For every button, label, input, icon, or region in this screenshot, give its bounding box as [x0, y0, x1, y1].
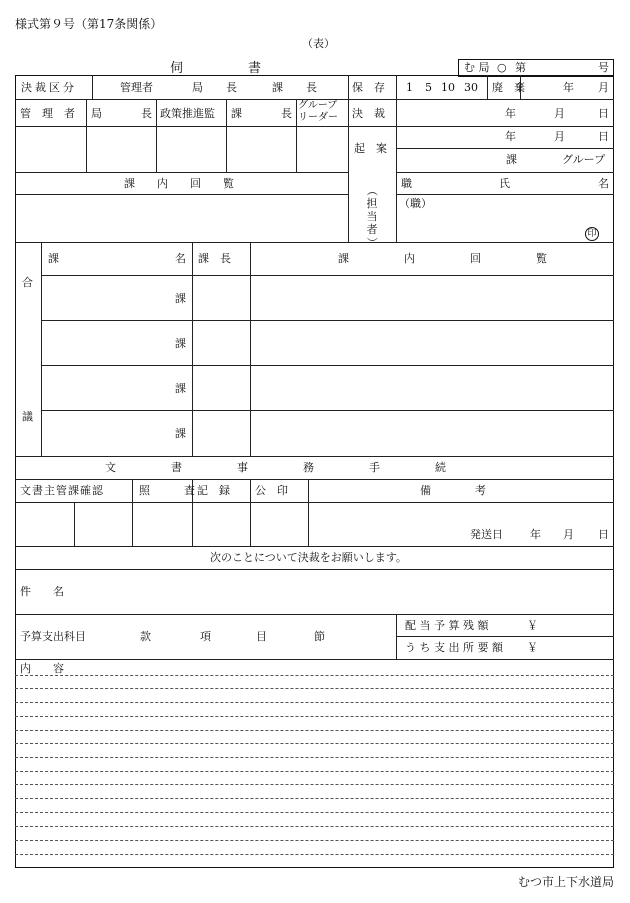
- side-label: （表）: [302, 37, 335, 50]
- hassobi-day: 日: [598, 528, 609, 541]
- kessai-kubun-label: 決裁区分: [21, 81, 77, 94]
- cho2-label: 長: [281, 107, 292, 120]
- haiki-year: 年: [563, 81, 574, 94]
- request-text: 次のことについて決裁をお願いします。: [210, 551, 407, 564]
- kanrisha-label: 管 理 者: [20, 107, 75, 120]
- registry-go: 号: [598, 61, 609, 74]
- kiroku-label: 記 録: [197, 484, 230, 497]
- budget-kou: 項: [200, 630, 211, 643]
- page-title: 伺 書: [170, 61, 262, 76]
- haito-label: 配 当 予 算 残 額: [405, 619, 489, 632]
- hozon-label: 保 存: [352, 81, 385, 94]
- bunsho-title: 文 書 事 務 手 続: [105, 461, 446, 474]
- kian-label: 起 案: [354, 142, 387, 155]
- shukan-label: 文書主管課確認: [20, 484, 104, 497]
- hozon-year-30: 30: [464, 81, 478, 94]
- uchi-yen: ￥: [527, 641, 538, 654]
- kian-year: 年: [505, 130, 516, 143]
- registry-dai: 第: [515, 61, 526, 74]
- budget-label: 予算支出科目: [20, 630, 86, 643]
- kacho-header: 課 長: [272, 81, 323, 94]
- tanto-label: （ 担 当 者 ）: [365, 185, 379, 248]
- footer-org: むつ市上下水道局: [518, 875, 615, 889]
- seal-mark: 印: [585, 227, 599, 241]
- haito-yen: ￥: [527, 619, 538, 632]
- shoku-paren-label: （職）: [399, 197, 432, 210]
- uchi-label: う ち 支 出 所 要 額: [405, 641, 503, 654]
- gogi-side-1: 合: [22, 276, 33, 289]
- seisaku-label: 政策推進監: [160, 107, 215, 120]
- hassobi-label: 発送日: [470, 528, 503, 541]
- cho-label: 長: [141, 107, 152, 120]
- naiyo-label: 内 容: [20, 662, 64, 675]
- budget-kan: 款: [140, 630, 151, 643]
- shoku-label: 職: [401, 177, 412, 190]
- gogi-kamei-mei: 名: [175, 252, 186, 265]
- gogi-side-2: 議: [22, 410, 33, 423]
- kyoku-label: 局: [91, 107, 102, 120]
- gogi-row-ka-4: 課: [175, 427, 186, 440]
- hozon-year-5: 5: [425, 81, 432, 94]
- hozon-year-1: 1: [406, 81, 413, 94]
- gogi-row-ka-1: 課: [175, 292, 186, 305]
- registry-prefix: む 局: [464, 61, 490, 74]
- form-number: 様式第９号（第17条関係）: [15, 17, 163, 31]
- kenmei-label: 件 名: [20, 585, 64, 598]
- haiki-label: 廃 棄: [492, 81, 525, 94]
- gogi-row-ka-2: 課: [175, 337, 186, 350]
- haiki-month: 月: [598, 81, 609, 94]
- kanai-kairan-label: 課 内 回 覧: [124, 177, 234, 190]
- kessai-month: 月: [554, 107, 565, 120]
- kessai-label: 決 裁: [352, 107, 385, 120]
- kanrisha-header: 管理者: [120, 81, 153, 94]
- gogi-row-ka-3: 課: [175, 382, 186, 395]
- kian-day: 日: [598, 130, 609, 143]
- ka-label: 課: [231, 107, 242, 120]
- gogi-kacho: 課 長: [198, 252, 231, 265]
- gogi-kamei-ka: 課: [48, 252, 59, 265]
- kian-month: 月: [554, 130, 565, 143]
- kyokucho-header: 局 長: [192, 81, 243, 94]
- hassobi-year: 年: [530, 528, 541, 541]
- hozon-year-10: 10: [441, 81, 455, 94]
- budget-moku: 目: [256, 630, 267, 643]
- budget-setsu: 節: [314, 630, 325, 643]
- hassobi-month: 月: [563, 528, 574, 541]
- registry-circle: ○: [497, 61, 507, 74]
- group-leader-1: グループ: [298, 100, 338, 111]
- kian-ka: 課: [506, 153, 517, 166]
- shosa-label: 照 査: [139, 484, 199, 497]
- group-leader-2: リーダー: [298, 112, 338, 123]
- gogi-kanai: 課 内 回 覧: [338, 252, 547, 265]
- kian-group: グループ: [562, 153, 606, 166]
- koin-label: 公 印: [255, 484, 288, 497]
- biko-label: 備 考: [420, 484, 486, 497]
- shi-label: 氏: [499, 177, 510, 190]
- kessai-day: 日: [598, 107, 609, 120]
- mei-label: 名: [598, 177, 609, 190]
- kessai-year: 年: [505, 107, 516, 120]
